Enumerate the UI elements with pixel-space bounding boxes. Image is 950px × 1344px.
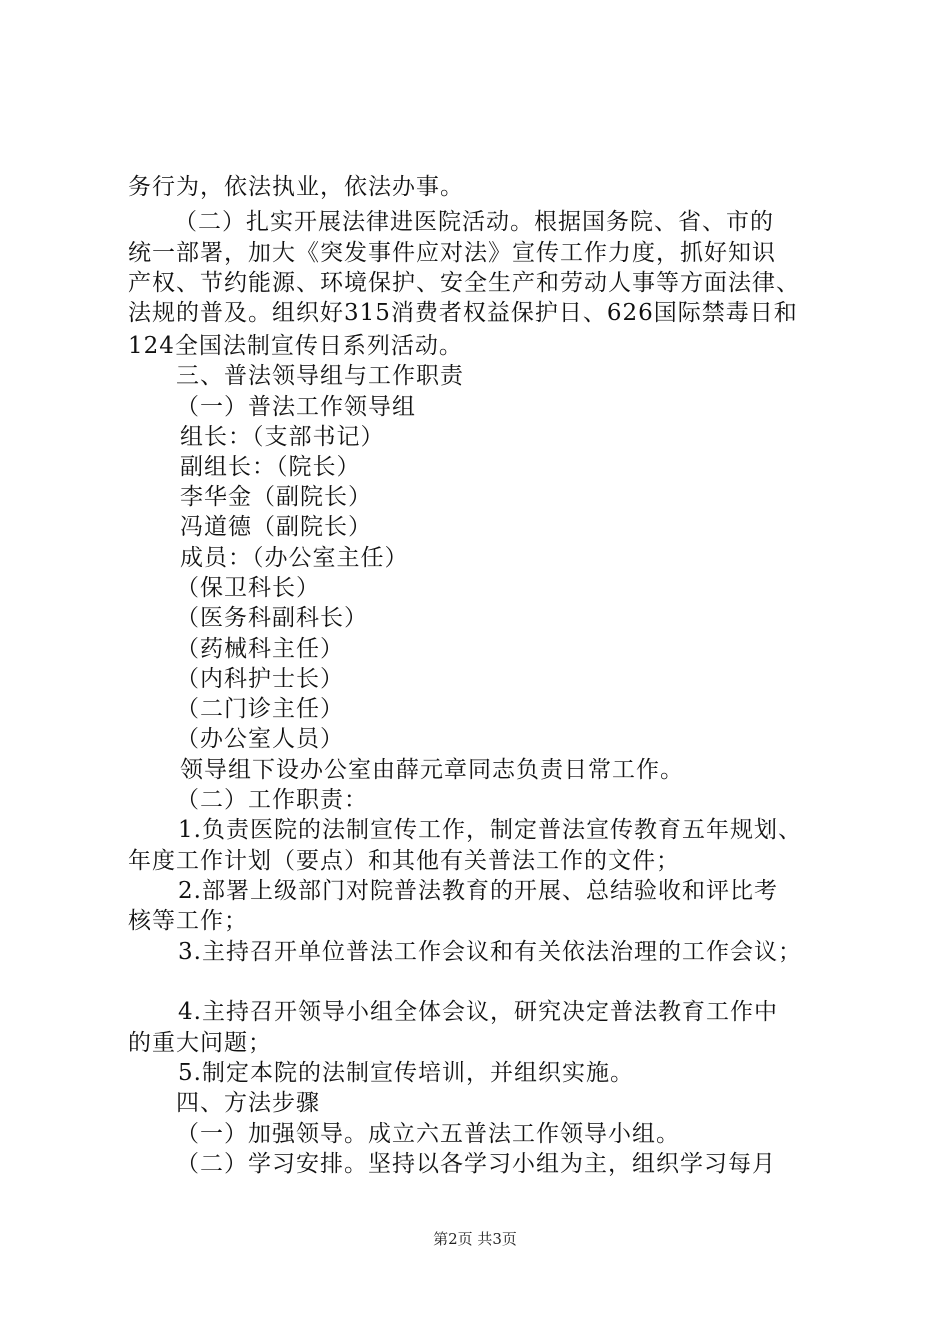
text-line: 4.主持召开领导小组全体会议，研究决定普法教育工作中 — [178, 999, 778, 1025]
text-line: 产权、节约能源、环境保护、安全生产和劳动人事等方面法律、 — [128, 270, 800, 296]
text-line: （办公室人员） — [176, 726, 344, 752]
text-line: 年度工作计划（要点）和其他有关普法工作的文件； — [128, 848, 680, 874]
text-line: （二）扎实开展法律进医院活动。根据国务院、省、市的 — [174, 209, 774, 235]
text-line: （二）学习安排。坚持以各学习小组为主，组织学习每月 — [176, 1151, 776, 1177]
text-line: （一）加强领导。成立六五普法工作领导小组。 — [176, 1121, 680, 1147]
text-line: 领导组下设办公室由薛元章同志负责日常工作。 — [180, 757, 684, 783]
text-line: （医务科副科长） — [176, 605, 368, 631]
section-heading: 四、方法步骤 — [176, 1090, 320, 1116]
text-line: 组长：（支部书记） — [180, 424, 385, 450]
text-line: 冯道德（副院长） — [180, 514, 372, 540]
section-heading: 三、普法领导组与工作职责 — [176, 363, 464, 389]
text-line: 统一部署，加大《突发事件应对法》宣传工作力度，抓好知识 — [128, 240, 776, 266]
text-line: （二门诊主任） — [176, 696, 344, 722]
text-line: 务行为，依法执业，依法办事。 — [128, 174, 464, 200]
text-line: 2.部署上级部门对院普法教育的开展、总结验收和评比考 — [178, 878, 778, 904]
page-number: 第2页 共3页 — [433, 1230, 517, 1248]
text-line: 3.主持召开单位普法工作会议和有关依法治理的工作会议； — [178, 939, 802, 965]
text-line: 副组长：（院长） — [180, 454, 361, 480]
subsection-heading: （二）工作职责： — [176, 787, 368, 813]
text-line: 5.制定本院的法制宣传培训，并组织实施。 — [178, 1060, 634, 1086]
text-line: 李华金（副院长） — [180, 484, 372, 510]
text-line: （内科护士长） — [176, 666, 344, 692]
text-line: 成员：（办公室主任） — [180, 545, 409, 571]
subsection-heading: （一）普法工作领导组 — [176, 394, 416, 420]
text-line: 1.负责医院的法制宣传工作，制定普法宣传教育五年规划、 — [178, 817, 802, 843]
text-line: 法规的普及。组织好315消费者权益保护日、626国际禁毒日和 — [128, 300, 798, 326]
text-line: 核等工作； — [128, 908, 248, 934]
text-line: （药械科主任） — [176, 636, 344, 662]
text-line: 124全国法制宣传日系列活动。 — [128, 333, 463, 359]
text-line: 的重大问题； — [128, 1030, 272, 1056]
text-line: （保卫科长） — [176, 575, 320, 601]
